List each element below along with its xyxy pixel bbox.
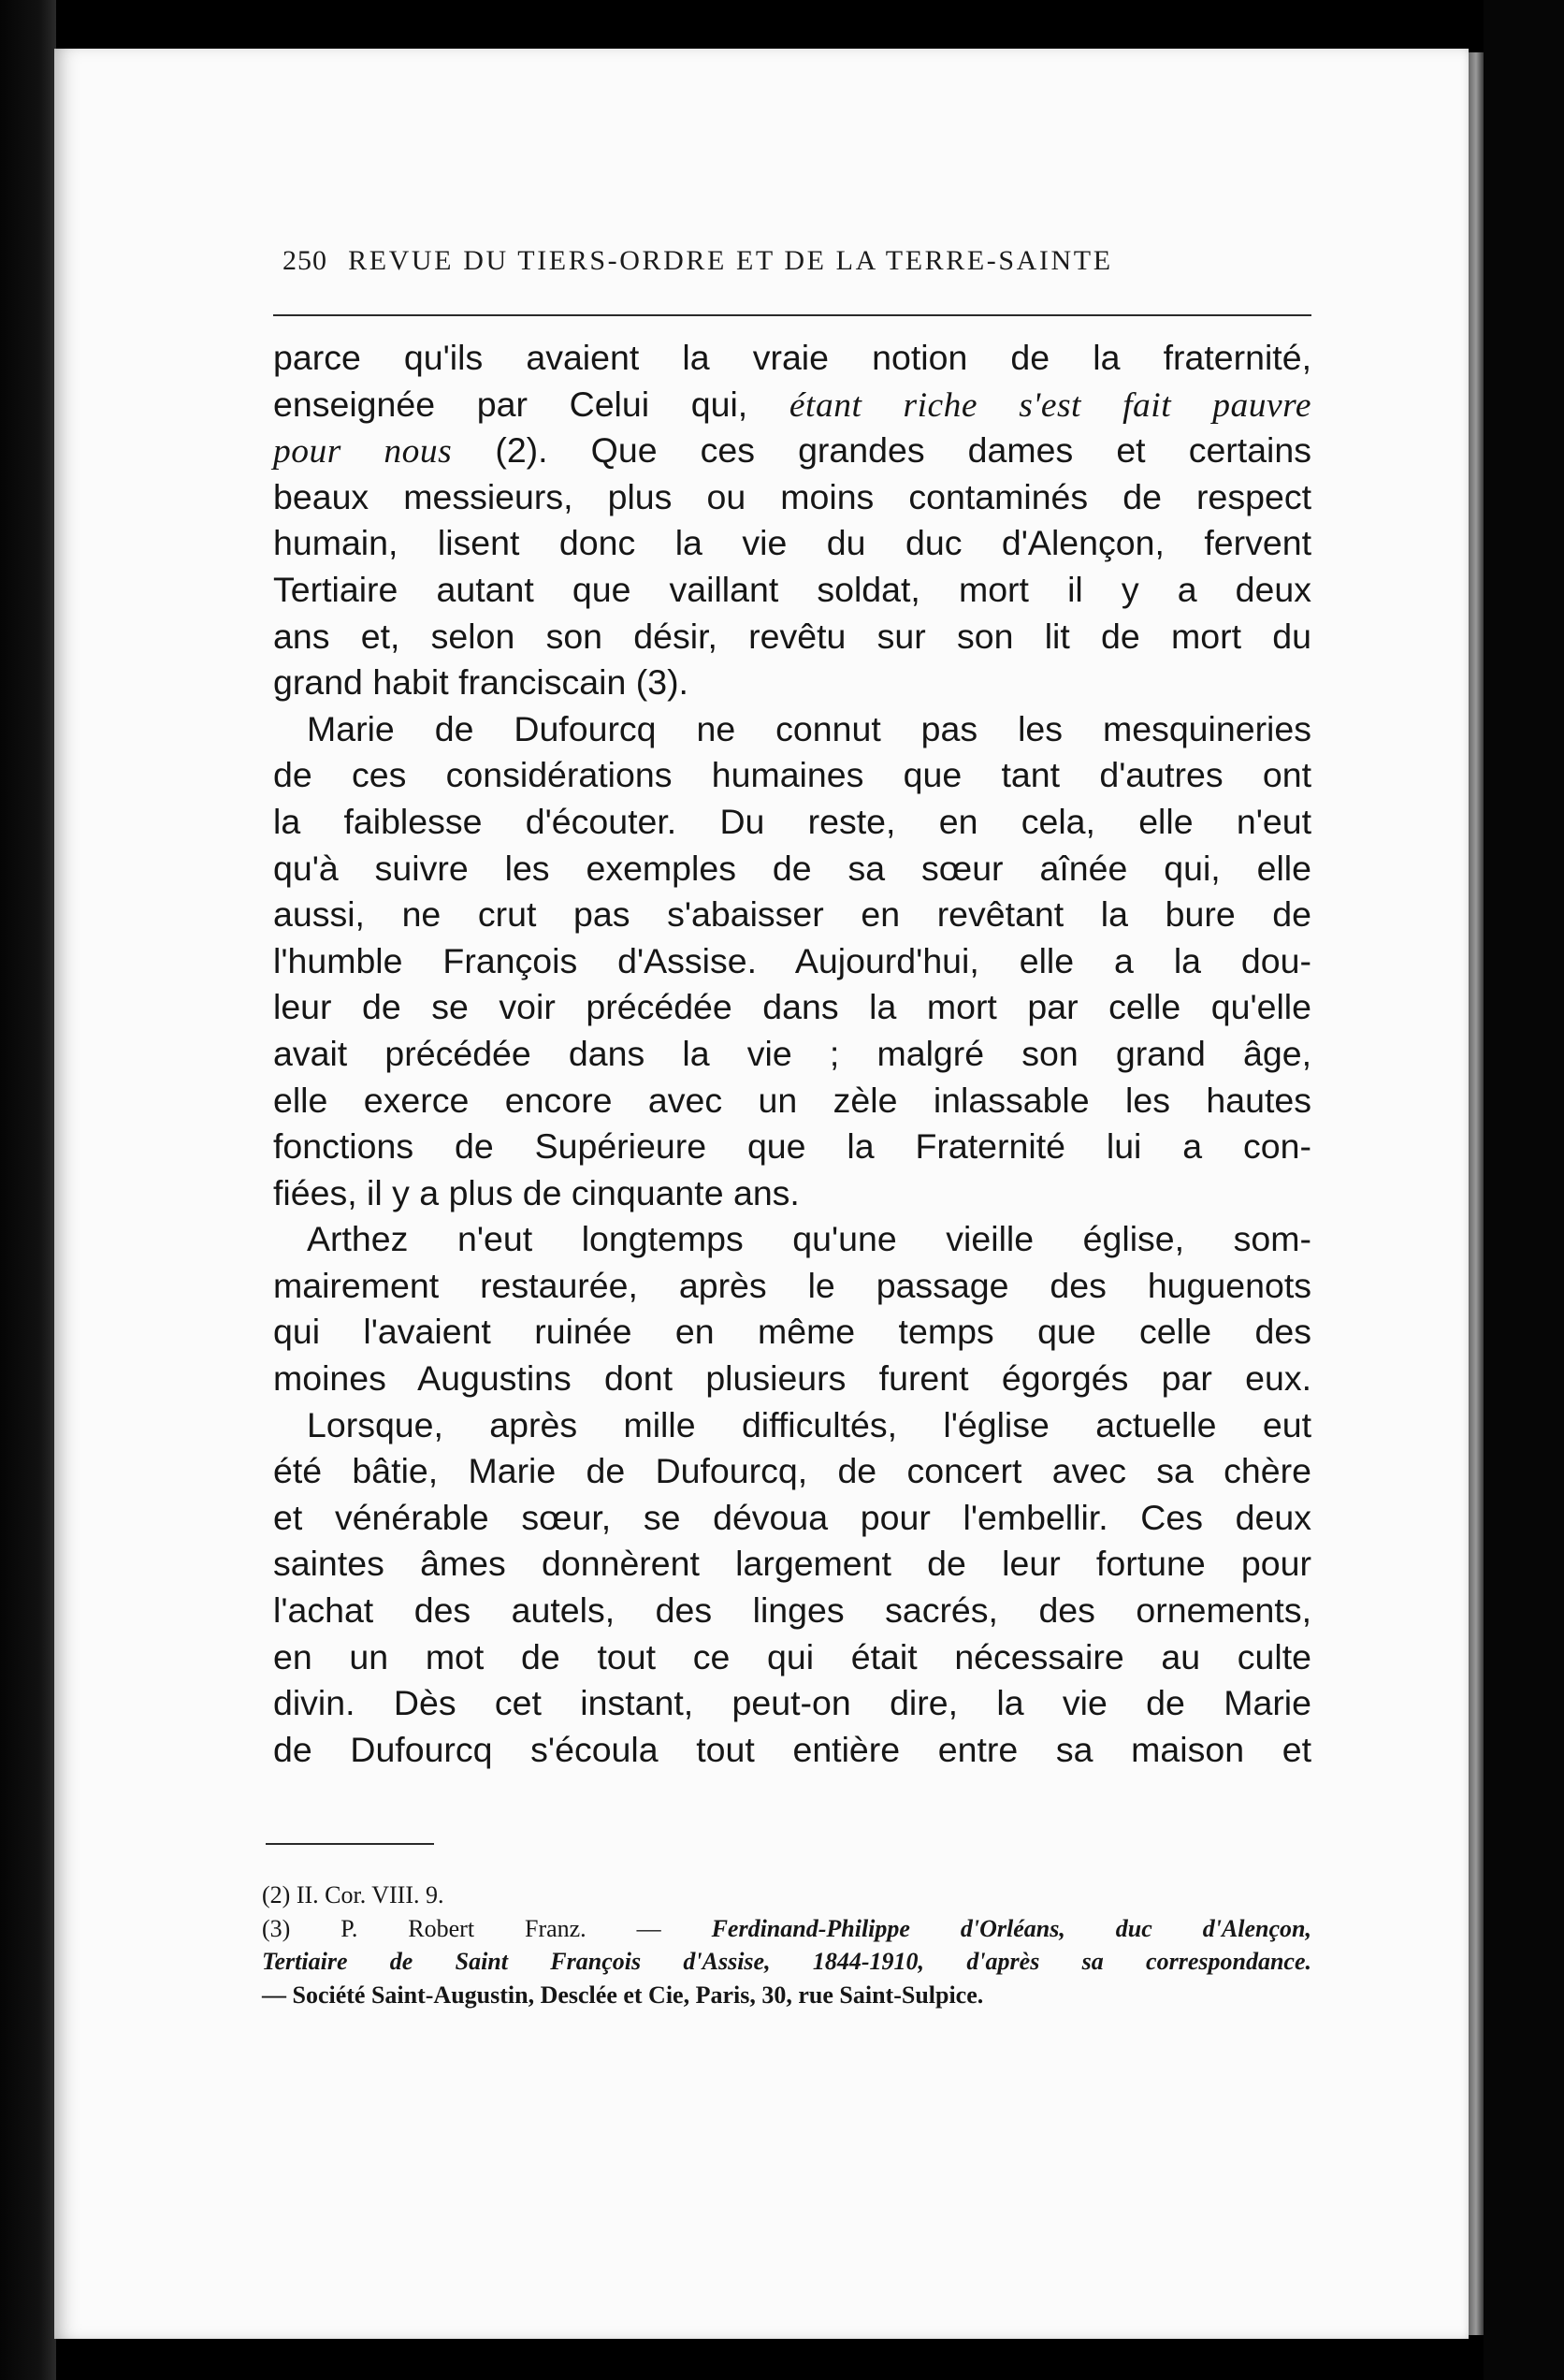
text-line: Lorsque, après mille difficultés, l'église actuelle eut	[307, 1404, 1311, 1444]
text-line: ans et, selon son désir, revêtu sur son lit de mort du	[273, 616, 1311, 656]
running-head	[282, 245, 1311, 277]
text-line: l'humble François d'Assise. Aujourd'hui, elle a la dou-	[273, 940, 1311, 980]
text-line: elle exerce encore avec un zèle inlassable les hautes	[273, 1080, 1311, 1120]
body-text	[273, 335, 1311, 1773]
text-line: parce qu'ils avaient la vraie notion de la fraternité,	[273, 338, 1311, 377]
running-title: REVUE DU TIERS-ORDRE ET DE LA TERRE-SAINTE	[348, 245, 1113, 276]
text-line: leur de se voir précédée dans la mort par celle qu'elle	[273, 987, 1311, 1027]
footnote-2: (2) II. Cor. VIII. 9.	[262, 1881, 444, 1908]
footnote-3-publisher	[262, 1979, 1311, 2012]
scan-frame-right	[1484, 0, 1564, 2380]
text-line	[273, 428, 1311, 474]
footnote-3-title: Ferdinand-Philippe d'Orléans, duc d'Alençon,	[711, 1914, 1312, 1942]
text-line	[273, 382, 1311, 428]
text-line: humain, lisent donc la vie du duc d'Alençon, fervent	[273, 523, 1311, 563]
page-edge	[1469, 52, 1484, 2335]
text-line: été bâtie, Marie de Dufourcq, de concert avec sa chère	[273, 1451, 1311, 1491]
text-line: mairement restaurée, après le passage des huguenots	[273, 1265, 1311, 1305]
text-line: fonctions de Supérieure que la Fraternité lui a con-	[273, 1126, 1311, 1167]
text-line: Arthez n'eut longtemps qu'une vieille église, som-	[307, 1219, 1311, 1259]
footnote-3-cont	[262, 1945, 1311, 1979]
text-line: de Dufourcq s'écoula tout entière entre sa maison et	[273, 1729, 1311, 1769]
text-line: et vénérable sœur, se dévoua pour l'embellir. Ces deux	[273, 1497, 1311, 1537]
italic-quote: étant riche s'est fait pauvre	[789, 385, 1311, 425]
footnote-rule	[266, 1843, 434, 1845]
text-line: fiées, il y a plus de cinquante ans.	[273, 1172, 800, 1212]
page-number: 250	[282, 245, 327, 276]
footnote-3-title-cont: Tertiaire de Saint François d'Assise, 1844-1910, d'après sa correspondance.	[262, 1948, 1311, 1975]
text-line: saintes âmes donnèrent largement de leur fortune pour	[273, 1544, 1311, 1584]
header-rule	[273, 314, 1311, 316]
text-line: Marie de Dufourcq ne connut pas les mesquineries	[307, 708, 1311, 748]
footnote-3-publisher-text: — Société Saint-Augustin, Desclée et Cie, Paris, 30, rue Saint-Sulpice.	[262, 1981, 984, 2009]
text-line: en un mot de tout ce qui était nécessaire au culte	[273, 1636, 1311, 1676]
text-line: grand habit franciscain (3).	[273, 662, 688, 703]
text-line: moines Augustins dont plusieurs furent égorgés par eux.	[273, 1358, 1311, 1399]
text-line: la faiblesse d'écouter. Du reste, en cela, elle n'eut	[273, 801, 1311, 841]
scan-frame-left	[0, 0, 56, 2380]
text-line: divin. Dès cet instant, peut-on dire, la vie de Marie	[273, 1683, 1311, 1723]
text-line: avait précédée dans la vie ; malgré son grand âge,	[273, 1033, 1311, 1073]
text-segment: enseignée par Celui qui,	[273, 384, 748, 424]
footnote-3-author: (3) P. Robert Franz. —	[262, 1914, 661, 1942]
text-segment: (2). Que ces grandes dames et certains	[495, 430, 1311, 471]
text-line: l'achat des autels, des linges sacrés, des ornements,	[273, 1590, 1311, 1631]
footnote-3	[262, 1912, 1311, 1946]
text-line: de ces considérations humaines que tant d'autres ont	[273, 755, 1311, 795]
footnotes	[262, 1879, 1311, 2011]
text-line: qui l'avaient ruinée en même temps que celle des	[273, 1312, 1311, 1352]
text-line: beaux messieurs, plus ou moins contaminés de respect	[273, 476, 1311, 516]
text-line: qu'à suivre les exemples de sa sœur aînée qui, elle	[273, 848, 1311, 888]
text-line: aussi, ne crut pas s'abaisser en revêtant la bure de	[273, 894, 1311, 935]
italic-quote: pour nous	[273, 432, 453, 472]
text-line: Tertiaire autant que vaillant soldat, mort il y a deux	[273, 569, 1311, 609]
